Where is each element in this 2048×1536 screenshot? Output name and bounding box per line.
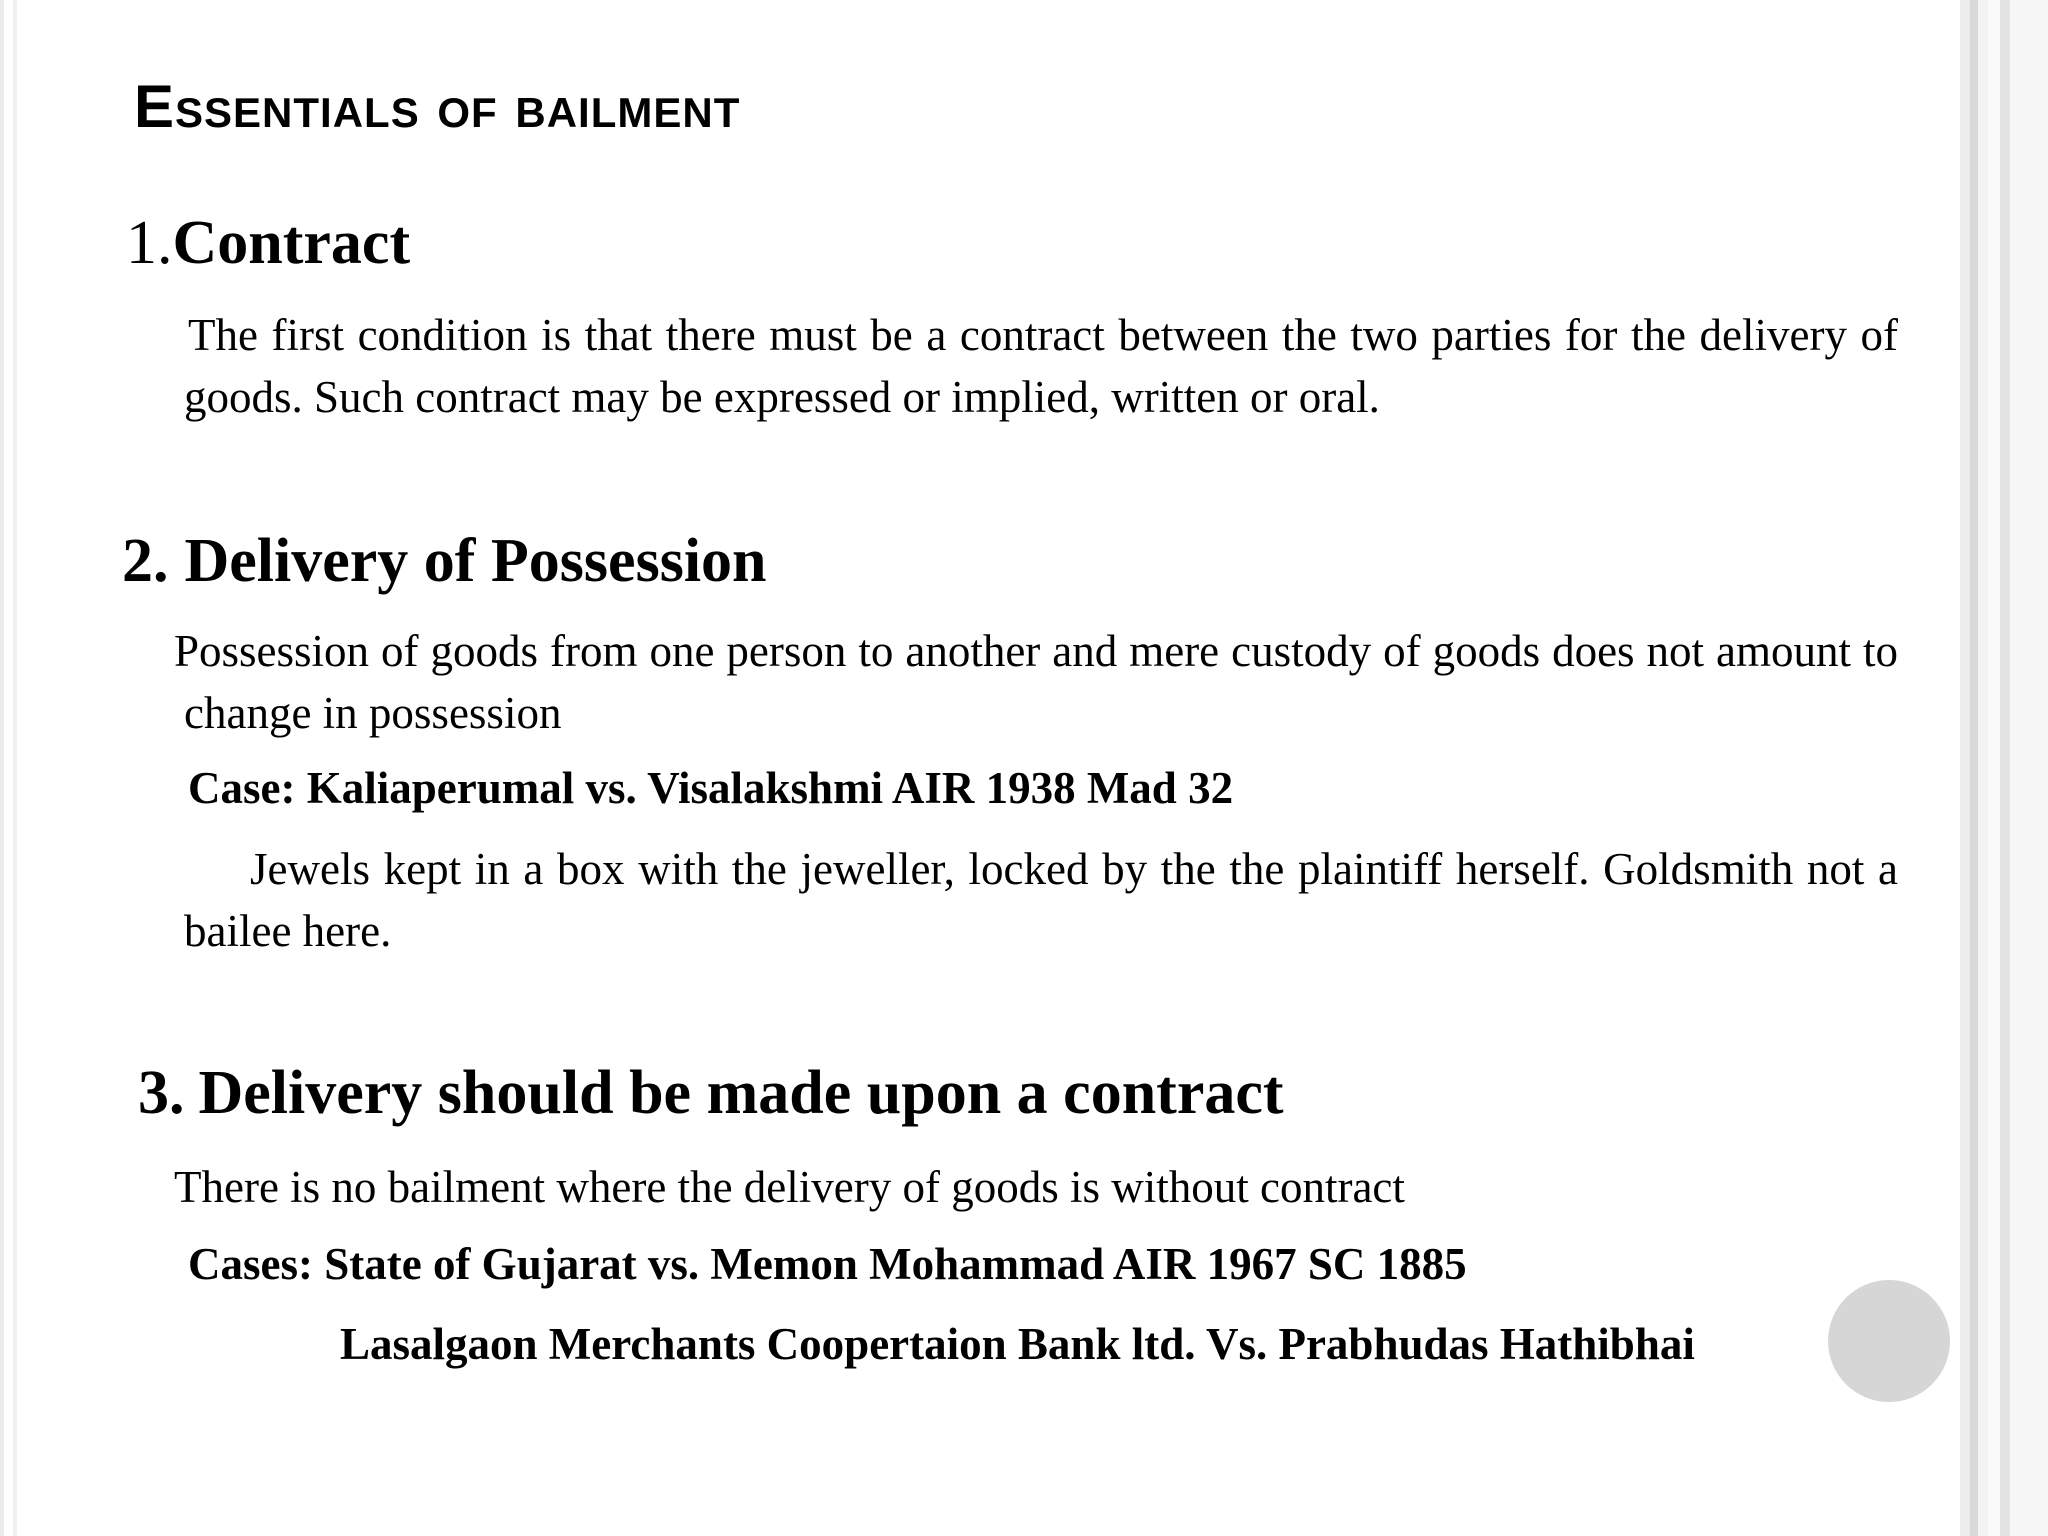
section-1-title: Contract <box>172 209 411 277</box>
section-3-body: There is no bailment where the delivery of goods is without contract <box>174 1162 1405 1212</box>
frame-line-left <box>0 0 4 1536</box>
section-2-title: Delivery of Possession <box>184 527 767 595</box>
frame-bar-right <box>2010 0 2048 1536</box>
frame-bar-right <box>2000 0 2010 1536</box>
frame-bar-right <box>1978 0 1988 1536</box>
section-3-title: Delivery should be made upon a contract <box>198 1059 1284 1127</box>
section-3-heading <box>138 1058 1284 1129</box>
frame-bar-right <box>1988 0 2000 1536</box>
frame-bar-right <box>1970 0 1978 1536</box>
section-1-heading <box>126 208 410 279</box>
section-1-body: The first condition is that there must be a contract between the two parties for the delivery of goods. Such contract may be expressed or implied, written or oral. <box>184 310 1898 422</box>
section-2-case: Case: Kaliaperumal vs. Visalakshmi AIR 1938 Mad 32 <box>188 763 1234 813</box>
frame-line-left-inner <box>13 0 17 1536</box>
section-2-case-note: Jewels kept in a box with the jeweller, locked by the the plaintiff herself. Goldsmith not a bailee here. <box>184 844 1898 956</box>
pointer-highlight <box>1828 1280 1950 1402</box>
frame-bar-right <box>1960 0 1970 1536</box>
section-3-case: Cases: State of Gujarat vs. Memon Mohammad AIR 1967 SC 1885 <box>188 1239 1467 1289</box>
slide-title: Essentials of bailment <box>134 73 741 140</box>
section-3-number: 3. <box>138 1059 185 1127</box>
section-3-case-2: Lasalgaon Merchants Coopertaion Bank ltd. Vs. Prabhudas Hathibhai <box>340 1319 1695 1369</box>
section-2-body: Possession of goods from one person to another and mere custody of goods does not amount to change in possession <box>174 626 1898 738</box>
section-2-heading <box>122 526 767 597</box>
section-2-number: 2. <box>122 527 169 595</box>
section-1-number: 1. <box>126 209 173 277</box>
